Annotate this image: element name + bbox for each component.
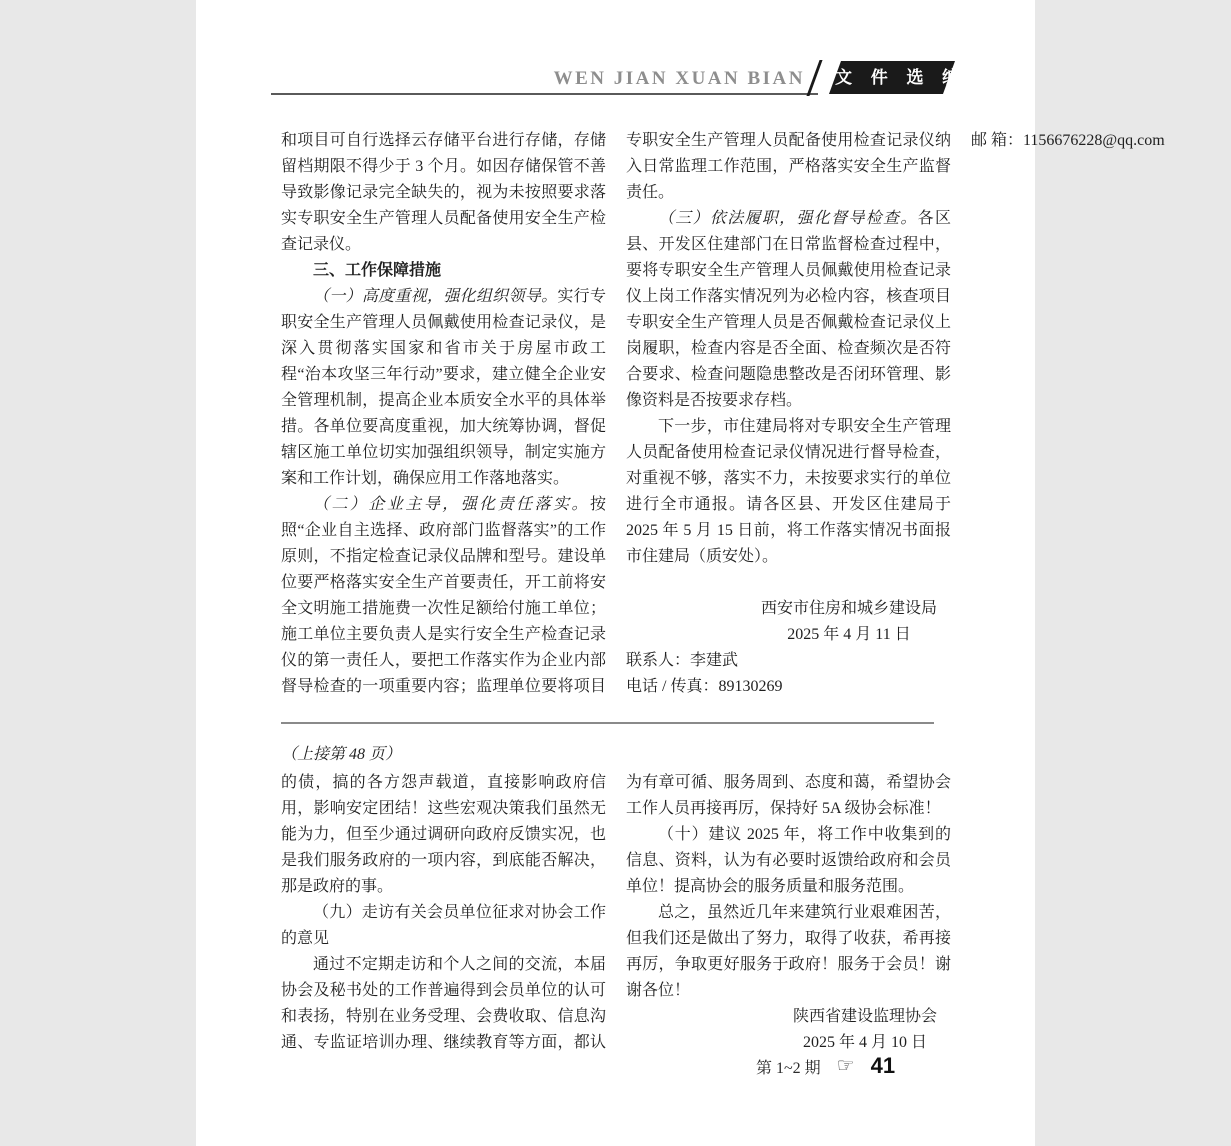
paragraph: （二）企业主导，强化责任落实。按照“企业自主选择、政府部门监督落实”的工作原则，不指定检查记录仪品牌和型号。建设单位要严格落实安全生产首要责任，开工前将安全文明施工措施费一次性足额给付施工单位；施工单位主要负责人是实行安全生产检查记录仪的第一责任人，要把工作落实作为企业内部督导检查的一项重要内容；监理单位要将项目专职安全生产管理人员配备使用检查记录仪纳入日常监理工作范围，严格落实安全生产监督责任。 (281, 132, 951, 695)
signature-date: 2025 年 4 月 10 日 (802, 1034, 927, 1051)
header-pinyin-title: WEN JIAN XUAN BIAN (553, 68, 805, 89)
paragraph: （三）依法履职，强化督导检查。各区县、开发区住建部门在日常监督检查过程中，要将专职安全生产管理人员佩戴使用检查记录仪上岗工作落实情况列为必检内容，核查项目专职安全生产管理人员是否佩戴检查记录仪上岗履职，检查内容是否全面、检查频次是否符合要求、检查问题隐患整改是否闭环管理、影像资料是否按要求存档。 (626, 210, 951, 409)
signature-org: 陕西省建设监理协会 (792, 1008, 937, 1025)
pointing-hand-icon: ☞ (836, 1055, 855, 1077)
paragraph: 总之，虽然近几年来建筑行业艰难困苦，但我们还是做出了努力，取得了收获，希再接再厉，争取更好服务于政府！服务于会员！谢谢各位！ (626, 904, 951, 999)
page-number: 41 (870, 1053, 896, 1078)
paragraph-lead: （三）依法履职，强化督导检查。 (658, 210, 918, 227)
signature-date: 2025 年 4 月 11 日 (787, 626, 911, 643)
page-footer (756, 1053, 895, 1079)
contact-phone: 电话 / 传真：89130269 (626, 678, 783, 695)
paragraph: 通过不定期走访和个人之间的交流，本届协会及秘书处的工作普遍得到会员单位的认可和表扬，特别在业务受理、会费收取、信息沟通、专监证培训办理、继续教育等方面，都认为有章可循、服务周到、态度和蔼，希望协会工作人员再接再厉，保持好 5A 级协会标准！ (281, 774, 951, 1051)
signature-block (626, 1004, 951, 1056)
paragraph: 下一步，市住建局将对专职安全生产管理人员配备使用检查记录仪情况进行督导检查，对重视不够，落实不力，未按要求实行的单位进行全市通报。请各区县、开发区住建局于 2025 年 5 月 15 日前，将工作落实情况书面报市住建局（质安处）。 (626, 418, 951, 565)
section-heading: 三、工作保障措施 (313, 262, 442, 279)
contact-person: 联系人：李建武 (626, 652, 739, 669)
contact-email: 邮 箱：1156676228@qq.com (971, 132, 1165, 149)
paragraph-lead: （一）高度重视，强化组织领导。 (313, 288, 558, 305)
paragraph: 的债，搞的各方怨声载道，直接影响政府信用，影响安定团结！这些宏观决策我们虽然无能为力，但至少通过调研向政府反馈实况，也是我们服务政府的一项内容，到底能否解决，那是政府的事。 (281, 774, 606, 895)
section-badge (829, 61, 967, 94)
section-divider (281, 722, 934, 724)
document-page (196, 0, 1165, 1146)
paragraph: （十）建议 2025 年，将工作中收集到的信息、资料，认为有必要时返馈给政府和会员单位！提高协会的服务质量和服务范围。 (626, 826, 951, 895)
article-top (281, 128, 1165, 706)
paragraph: （一）高度重视，强化组织领导。实行专职安全生产管理人员佩戴使用检查记录仪，是深入贯彻落实国家和省市关于房屋市政工程“治本攻坚三年行动”要求，建立健全企业安全管理机制，提高企业本质安全水平的具体举措。各单位要高度重视，加大统筹协调，督促辖区施工单位切实加强组织领导，制定实施方案和工作计划，确保应用工作落地落实。 (281, 288, 606, 487)
paragraph: 和项目可自行选择云存储平台进行存储，存储留档期限不得少于 3 个月。如因存储保管不善导致影像记录完全缺失的，视为未按照要求落实专职安全生产管理人员配备使用安全生产检查记录仪。 (281, 132, 606, 253)
section-badge-label: 文 件 选 编 (835, 68, 967, 87)
header-rule (271, 93, 818, 95)
issue-label: 第 1~2 期 (756, 1059, 821, 1077)
header-slash-decoration (806, 60, 822, 96)
paragraph-lead: （二）企业主导，强化责任落实。 (313, 496, 590, 513)
continued-from-note: （上接第 48 页） (281, 746, 402, 763)
article-bottom (281, 770, 951, 1062)
paragraph: （九）走访有关会员单位征求对协会工作的意见 (281, 904, 606, 947)
signature-block (626, 596, 951, 648)
signature-org: 西安市住房和城乡建设局 (760, 600, 937, 617)
